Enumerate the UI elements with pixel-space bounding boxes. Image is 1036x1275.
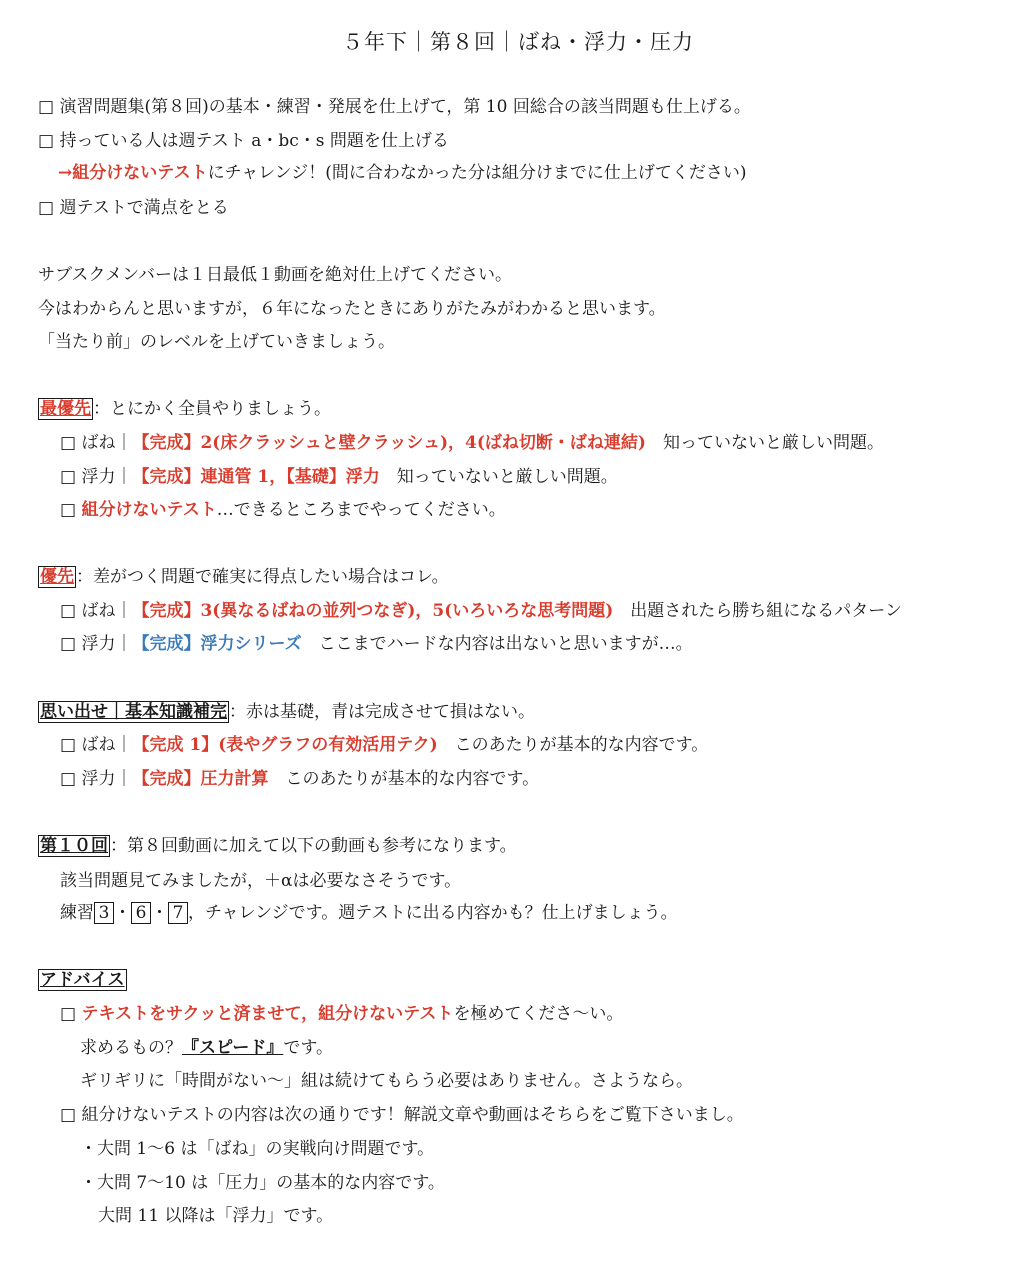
task-item-3: □ 週テストで満点をとる bbox=[38, 198, 229, 218]
row-red-text: 【完成 1】(表やグラフの有効活用テク) bbox=[132, 735, 438, 755]
top-priority-desc: ：とにかく全員やりましょう。 bbox=[93, 399, 331, 419]
task-item-2: □ 持っている人は週テスト a・bc・s 問題を仕上げる bbox=[38, 131, 449, 151]
practice-number-2: 6 bbox=[131, 902, 151, 924]
review-row-1 bbox=[60, 733, 708, 757]
practice-rest: ，チャレンジです。週テストに出る内容かも？仕上げましょう。 bbox=[188, 903, 678, 923]
row-red-text: 【完成】圧力計算 bbox=[132, 769, 269, 789]
priority-row-2 bbox=[60, 632, 693, 656]
advice-rest: を極めてくださ〜い。 bbox=[453, 1004, 624, 1024]
advice-prefix: 求めるもの？ bbox=[80, 1038, 182, 1058]
review-label: 思い出せ｜基本知識補完 bbox=[40, 702, 227, 722]
challenge-test-label: 組分けないテスト bbox=[72, 163, 208, 183]
task-item-1: □ 演習問題集(第８回)の基本・練習・発展を仕上げて，第 10 回総合の該当問題も仕上げる。 bbox=[38, 97, 751, 117]
top-priority-row-2 bbox=[60, 465, 618, 489]
top-priority-header bbox=[38, 397, 331, 421]
priority-row-1 bbox=[60, 599, 902, 623]
row-prefix: □ bbox=[60, 1004, 82, 1024]
row-prefix: □ 浮力｜ bbox=[60, 769, 133, 789]
advice-item-1 bbox=[60, 1002, 623, 1026]
row-note: このあたりが基本的な内容です。 bbox=[268, 769, 540, 789]
row-note: 知っていないと厳しい問題。 bbox=[645, 433, 884, 453]
row-prefix: □ ばね｜ bbox=[60, 601, 133, 621]
row-red-text: 組分けないテスト bbox=[81, 500, 217, 520]
advice-red-text: テキストをサクッと済ませて，組分けないテスト bbox=[81, 1004, 454, 1024]
advice-item-3: ギリギリに「時間がない〜」組は続けてもらう必要はありません。さようなら。 bbox=[80, 1071, 694, 1091]
separator: ・ bbox=[151, 903, 168, 923]
round10-label: 第１０回 bbox=[40, 836, 108, 856]
top-priority-row-3 bbox=[60, 498, 506, 522]
intro-line-1: サブスクメンバーは１日最低１動画を絶対仕上げてください。 bbox=[38, 265, 512, 285]
round10-practice bbox=[60, 901, 678, 925]
practice-prefix: 練習 bbox=[60, 903, 94, 923]
row-blue-text: 【完成】浮力シリーズ bbox=[132, 634, 302, 654]
review-header bbox=[38, 700, 535, 724]
row-red-text: 【完成】2(床クラッシュと壁クラッシュ)，4(ばね切断・ばね連結) bbox=[132, 433, 646, 453]
round10-header bbox=[38, 834, 517, 858]
intro-line-2: 今はわからんと思いますが，６年になったときにありがたみがわかると思います。 bbox=[38, 299, 666, 319]
row-prefix: □ ばね｜ bbox=[60, 735, 133, 755]
practice-number-3: 7 bbox=[168, 902, 188, 924]
advice-label: アドバイス bbox=[40, 970, 125, 990]
page-title: ５年下｜第８回｜ばね・浮力・圧力 bbox=[342, 30, 694, 54]
challenge-text: にチャレンジ！(間に合わなかった分は組分けまでに仕上げてください) bbox=[207, 163, 747, 183]
row-note: 知っていないと厳しい問題。 bbox=[379, 467, 618, 487]
advice-item-6: ・大問 7〜10 は「圧力」の基本的な内容です。 bbox=[80, 1173, 445, 1193]
priority-desc: ：差がつく問題で確実に得点したい場合はコレ。 bbox=[76, 567, 449, 587]
row-red-text: 【完成】連通管 1，【基礎】浮力 bbox=[132, 467, 380, 487]
advice-item-2 bbox=[80, 1036, 333, 1060]
intro-line-3: 「当たり前」のレベルを上げていきましょう。 bbox=[38, 332, 395, 352]
row-note: 出題されたら勝ち組になるパターン bbox=[613, 601, 902, 621]
advice-item-7: 大問 11 以降は「浮力」です。 bbox=[98, 1206, 334, 1226]
separator: ・ bbox=[114, 903, 131, 923]
round10-line-1: 該当問題見てみましたが，＋αは必要なさそうです。 bbox=[60, 871, 462, 891]
review-desc: ：赤は基礎，青は完成させて損はない。 bbox=[229, 702, 535, 722]
row-prefix: □ 浮力｜ bbox=[60, 634, 133, 654]
top-priority-label: 最優先 bbox=[40, 399, 91, 419]
top-priority-row-1 bbox=[60, 431, 884, 455]
review-row-2 bbox=[60, 767, 539, 791]
practice-number-1: 3 bbox=[94, 902, 114, 924]
advice-rest: です。 bbox=[283, 1038, 333, 1058]
row-prefix: □ bbox=[60, 500, 82, 520]
row-note: ここまでハードな内容は出ないと思いますが…。 bbox=[301, 634, 693, 654]
task-item-2-challenge bbox=[58, 161, 746, 185]
row-red-text: 【完成】3(異なるばねの並列つなぎ)，5(いろいろな思考問題) bbox=[132, 601, 614, 621]
round10-desc: ：第８回動画に加えて以下の動画も参考になります。 bbox=[110, 836, 517, 856]
priority-header bbox=[38, 565, 449, 589]
row-prefix: □ ばね｜ bbox=[60, 433, 133, 453]
advice-item-5: ・大問 1〜6 は「ばね」の実戦向け問題です。 bbox=[80, 1139, 435, 1159]
speed-emphasis: 『スピード』 bbox=[182, 1038, 284, 1058]
row-note: …できるところまでやってください。 bbox=[216, 500, 506, 520]
arrow-icon: → bbox=[58, 163, 73, 183]
row-note: このあたりが基本的な内容です。 bbox=[437, 735, 709, 755]
advice-item-4: □ 組分けないテストの内容は次の通りです！解説文章や動画はそちらをご覧下さいまし。 bbox=[60, 1105, 744, 1125]
advice-header bbox=[38, 968, 127, 992]
priority-label: 優先 bbox=[40, 567, 74, 587]
row-prefix: □ 浮力｜ bbox=[60, 467, 133, 487]
